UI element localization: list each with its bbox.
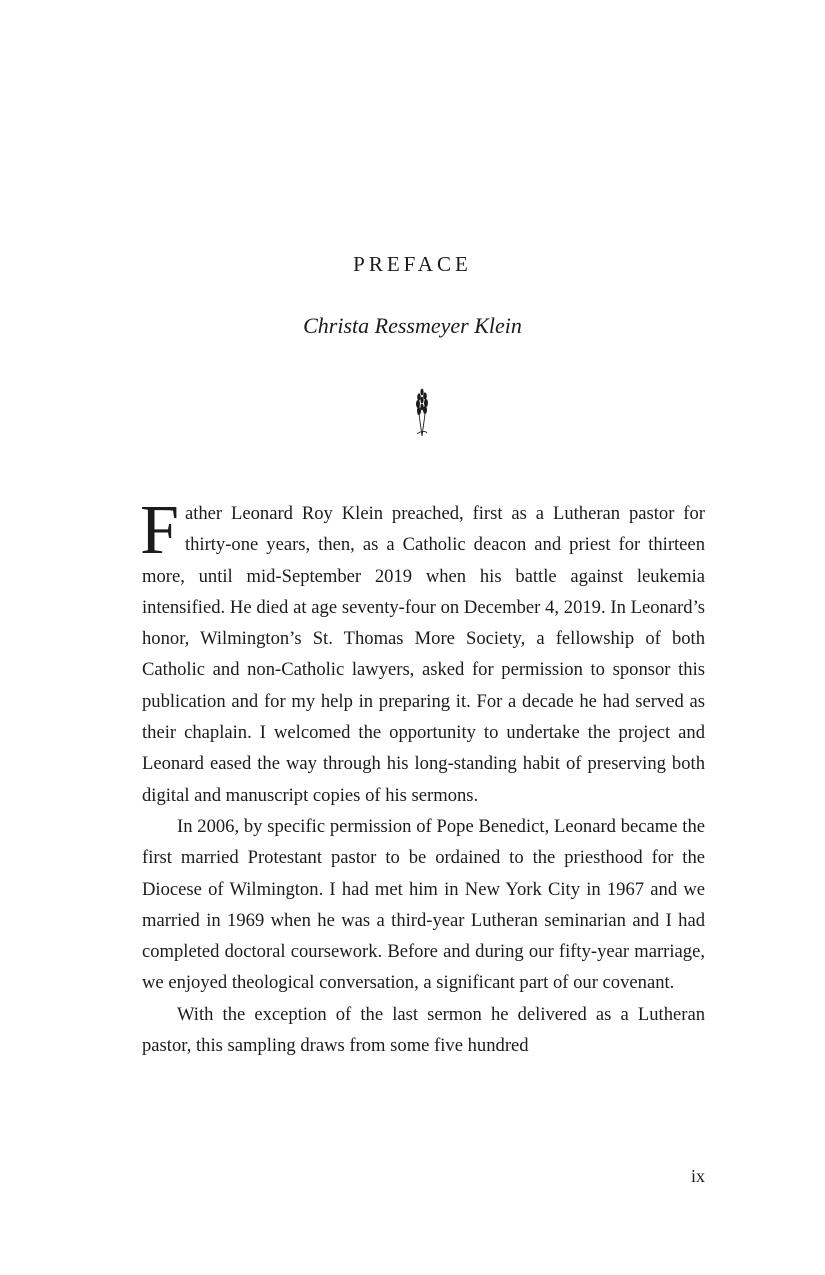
preface-body bbox=[140, 492, 705, 1061]
drop-cap: F bbox=[140, 492, 179, 569]
page-number: ix bbox=[690, 1166, 705, 1186]
preface-title: PREFACE bbox=[353, 252, 472, 276]
paragraph-3: With the exception of the last sermon he delivered as a Lutheran pastor, this sampling draws from some five hundred bbox=[142, 1003, 705, 1057]
paragraph-2: In 2006, by specific permission of Pope Benedict, Leonard became the first married Protestant pastor to be ordained to the priesthood for the Diocese of Wilmington. I had met him in New York City in 1967 and we married in 1969 when he was a third-year Lutheran seminarian and I had completed doctoral coursework. Before and during our fifty-year marriage, we enjoyed theological conversation, a significant part of our covenant. bbox=[142, 815, 705, 994]
wheat-sheaf-icon bbox=[408, 386, 436, 438]
preface-author: Christa Ressmeyer Klein bbox=[303, 313, 522, 338]
paragraph-1 bbox=[140, 492, 705, 811]
paragraph-1-text: ather Leonard Roy Klein preached, first as a Lutheran pastor for thirty-one years, then, as a Catholic deacon and priest for thirteen more, until mid-September 2019 when his battle against leukemia intensified. He died at age seventy-four on December 4, 2019. In Leonard’s honor, Wilmington’s St. Thomas More Society, a fellowship of both Catholic and non-Catholic lawyers, asked for permission to sponsor this publication and for my help in preparing it. For a decade he had served as their chaplain. I welcomed the opportunity to undertake the project and Leonard eased the way through his long-standing habit of preserving both digital and manuscript copies of his sermons. bbox=[142, 503, 705, 806]
